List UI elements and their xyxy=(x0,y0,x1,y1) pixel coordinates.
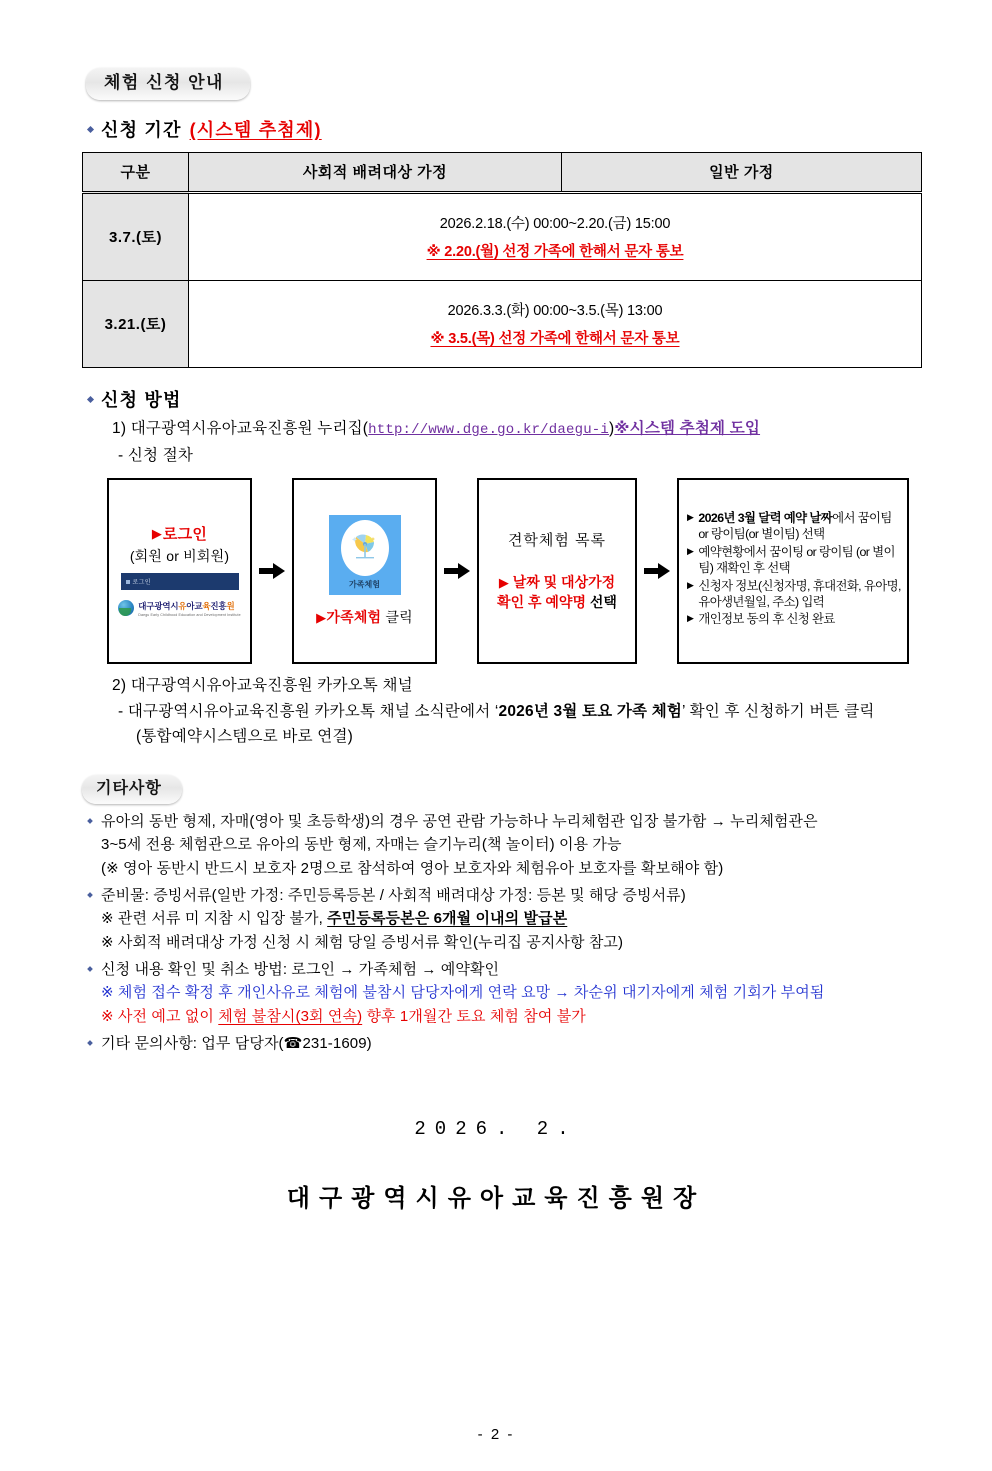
arrow-right-icon xyxy=(259,563,285,579)
other-item-3-body xyxy=(101,958,824,1029)
other-item-1-line-1: 유아의 동반 형제, 자매(영아 및 초등학생)의 경우 공연 관람 가능하나 누리체험관 입장 불가함 → 누리체험관은 xyxy=(101,812,818,830)
flow-step-3-line2: 확인 후 예약명 xyxy=(497,594,586,611)
th-social-consideration: 사회적 배려대상 가정 xyxy=(189,152,562,192)
flow-step-3-tail: 선택 xyxy=(585,594,617,611)
flow-step-4-item xyxy=(679,612,841,628)
pinwheel-icon xyxy=(350,531,380,565)
other-item-1-body xyxy=(101,810,818,881)
period-range-1: 2026.2.18.(수) 00:00~2.20.(금) 15:00 xyxy=(439,216,671,233)
nuri-home-link[interactable]: http://www.dge.go.kr/daegu-i xyxy=(368,421,609,438)
diamond-bullet-icon xyxy=(87,126,94,133)
login-bullet-icon xyxy=(126,580,130,584)
apply-method-item-2-detail xyxy=(118,699,992,724)
table-header-row xyxy=(83,152,922,192)
flow-step-4-item-normal: 신청자 정보(신청자명, 휴대전화, 유아명, 유아생년월일, 주소) 입력 xyxy=(698,578,901,609)
section-experience-apply-guide xyxy=(86,68,992,100)
diamond-bullet-icon xyxy=(87,966,93,972)
flow-step-4-item xyxy=(679,579,907,611)
cell-period-1 xyxy=(189,192,922,280)
table-row xyxy=(83,280,922,367)
flow-step-4-item-normal: 개인정보 동의 후 신청 완료 xyxy=(698,612,835,627)
apply-period-table xyxy=(82,152,922,368)
th-general-family: 일반 가정 xyxy=(562,152,922,192)
apply-method-item-2: 2) 대구광역시유아교육진흥원 카카오톡 채널 xyxy=(112,676,413,694)
apply-period-table-head xyxy=(83,152,922,192)
apply-method-item-2-detail-line2: (통합예약시스템으로 바로 연결) xyxy=(136,727,353,745)
signature-organization: 대구광역시유아교육진흥원장 xyxy=(286,1184,706,1212)
pinwheel-oval xyxy=(341,520,389,576)
black-triangle-icon: ▶ xyxy=(687,512,694,523)
page-number: - 2 - xyxy=(477,1426,515,1443)
apply-method-item-1 xyxy=(112,416,992,442)
list-item xyxy=(88,810,992,881)
diamond-bullet-icon xyxy=(87,396,94,403)
other-item-2-line-2: ※ 관련 서류 미 지참 시 입장 불가, xyxy=(101,910,328,928)
flow-arrow-2 xyxy=(437,478,477,664)
section-other-matters xyxy=(82,775,992,804)
other-item-3-line-3 xyxy=(101,1008,586,1025)
other-item-2-body xyxy=(101,884,686,955)
heading-apply-period-label: 신청 기간 xyxy=(101,119,182,140)
flow-step-2-instruction-red: 가족체험 xyxy=(326,608,382,625)
institute-logo-english: Daegu Early Childhood Education and Development Institute xyxy=(138,613,241,618)
period-range-2: 2026.3.3.(화) 00:00~3.5.(목) 13:00 xyxy=(447,303,663,320)
other-item-1-line-2: 3~5세 전용 체험관으로 유아의 동반 형제, 자매는 슬기누리(책 놀이터) 이용 가능 xyxy=(101,836,622,854)
flow-step-1-title: 로그인 xyxy=(162,526,208,544)
heading-apply-method xyxy=(88,386,992,412)
flow-arrow-3 xyxy=(637,478,677,664)
flow-step-2-instruction xyxy=(316,607,413,627)
heading-apply-period-note: (시스템 추첨제) xyxy=(189,119,322,140)
flow-step-1-login xyxy=(107,478,252,664)
other-item-3-line-1: 신청 내용 확인 및 취소 방법: 로그인 → 가족체험 → 예약확인 xyxy=(101,960,500,978)
period-note-1: ※ 2.20.(월) 선정 가족에 한해서 문자 통보 xyxy=(426,244,684,261)
flow-step-2-family-experience xyxy=(292,478,437,664)
heading-apply-method-label: 신청 방법 xyxy=(101,389,182,410)
flow-step-4-item xyxy=(679,545,907,577)
document-page xyxy=(0,68,992,1471)
list-item xyxy=(88,958,992,1029)
other-item-2-line-1: 준비물: 증빙서류(일반 가정: 주민등록등본 / 사회적 배려대상 가정: 등본 및 해당 증빙서류) xyxy=(101,886,686,904)
heading-apply-period xyxy=(88,116,992,142)
list-item xyxy=(88,884,992,955)
apply-method-item-1-prefix: 1) 대구광역시유아교육진흥원 누리집( xyxy=(112,419,369,437)
flow-step-1-title-row xyxy=(152,523,207,544)
cell-period-2 xyxy=(189,280,922,367)
other-item-4-post: 231-1609) xyxy=(302,1034,372,1052)
apply-method-procedure-label: - 신청 절차 xyxy=(118,446,194,464)
diamond-bullet-icon xyxy=(87,892,93,898)
apply-method-item-1-note: ※시스템 추첨제 도입 xyxy=(614,419,761,437)
black-triangle-icon: ▶ xyxy=(687,545,694,556)
section-badge-apply-guide: 체험 신청 안내 xyxy=(86,68,250,100)
flow-step-4-item-normal: 에서 꿈이팀 or 랑이팀(or 별이팀) 선택 xyxy=(698,511,892,542)
th-division: 구분 xyxy=(83,152,189,192)
other-item-3-line-3-post: 향후 1개월간 토요 체험 참여 불가 xyxy=(362,1008,586,1026)
black-triangle-icon: ▶ xyxy=(687,579,694,590)
institute-logo xyxy=(118,597,240,618)
flow-step-2-instruction-black: 클릭 xyxy=(381,608,413,625)
login-button-label: 로그인 xyxy=(132,580,151,587)
telephone-icon: ☎ xyxy=(283,1034,303,1052)
apply-procedure-flow xyxy=(107,478,992,664)
flow-step-4-reservation-details xyxy=(677,478,909,664)
flow-step-3-title: 견학체험 목록 xyxy=(507,531,607,549)
other-item-4-pre: 기타 문의사항: 업무 담당자( xyxy=(101,1034,284,1052)
list-item xyxy=(88,1032,992,1056)
black-triangle-icon: ▶ xyxy=(687,613,694,624)
login-button-mock[interactable] xyxy=(121,573,239,590)
globe-icon xyxy=(118,600,134,616)
apply-method-item-1-suffix: ) xyxy=(609,419,615,437)
flow-step-4-item-text xyxy=(698,511,901,543)
diamond-bullet-icon xyxy=(87,1040,93,1046)
red-triangle-icon: ▶ xyxy=(316,609,327,625)
family-experience-tile-caption: 가족체험 xyxy=(349,579,380,589)
flow-step-3-tour-list xyxy=(477,478,637,664)
apply-period-table-body xyxy=(83,192,922,367)
flow-arrow-1 xyxy=(252,478,292,664)
other-item-2-line-2-emphasis: 주민등록등본은 6개월 이내의 발급본 xyxy=(327,910,568,928)
flow-step-4-item-bold: 2026년 3월 달력 예약 날짜 xyxy=(698,511,833,526)
other-item-3-line-2: ※ 체험 접수 확정 후 개인사유로 체험에 불참시 담당자에게 연락 요망 → 차순위 대기자에게 체험 기회가 부여됨 xyxy=(101,984,825,1002)
flow-step-3-instruction xyxy=(497,572,617,613)
other-item-4-body xyxy=(101,1032,372,1056)
table-row xyxy=(83,192,922,280)
kakao-detail-prefix: - 대구광역시유아교육진흥원 카카오톡 채널 소식란에서 ‘ xyxy=(118,702,499,720)
signature-date: 2026. 2. xyxy=(414,1117,578,1140)
cell-division-2: 3.21.(토) xyxy=(83,280,189,367)
section-badge-other-matters: 기타사항 xyxy=(82,775,182,804)
family-experience-tile[interactable] xyxy=(329,515,401,595)
institute-logo-korean: 대구광역시유아교육진흥원 xyxy=(138,601,235,612)
diamond-bullet-icon xyxy=(87,818,93,824)
flow-step-3-line1: 날짜 및 대상가정 xyxy=(512,573,616,590)
kakao-detail-bold: 2026년 3월 토요 가족 체험 xyxy=(498,702,683,720)
kakao-detail-suffix: ’ 확인 후 신청하기 버튼 클릭 xyxy=(682,702,875,720)
flow-step-1-subtitle: (회원 or 비회원) xyxy=(129,548,230,565)
flow-step-4-item-normal: 예약현황에서 꿈이팅 or 랑이팀 (or 별이팀) 재확인 후 선택 xyxy=(698,544,895,575)
red-triangle-icon: ▶ xyxy=(498,574,509,590)
flow-step-4-item xyxy=(679,511,907,543)
arrow-right-icon xyxy=(444,563,470,579)
institute-logo-text xyxy=(138,597,240,618)
cell-division-1: 3.7.(토) xyxy=(83,192,189,280)
other-item-3-line-3-underline: 체험 불참시(3회 연속) xyxy=(218,1008,363,1026)
period-note-2: ※ 3.5.(목) 선정 가족에 한해서 문자 통보 xyxy=(430,331,680,348)
other-matters-list xyxy=(88,810,992,1056)
other-item-1-line-3: (※ 영아 동반시 반드시 보호자 2명으로 참석하여 영아 보호자와 체험유아 보호자를 확보해야 함) xyxy=(101,860,724,878)
red-triangle-icon: ▶ xyxy=(151,526,162,542)
arrow-right-icon xyxy=(644,563,670,579)
other-item-2-line-3: ※ 사회적 배려대상 가정 신청 시 체험 당일 증빙서류 확인(누리집 공지사항 참고) xyxy=(101,934,624,952)
other-item-3-line-3-pre: ※ 사전 예고 없이 xyxy=(101,1008,219,1026)
